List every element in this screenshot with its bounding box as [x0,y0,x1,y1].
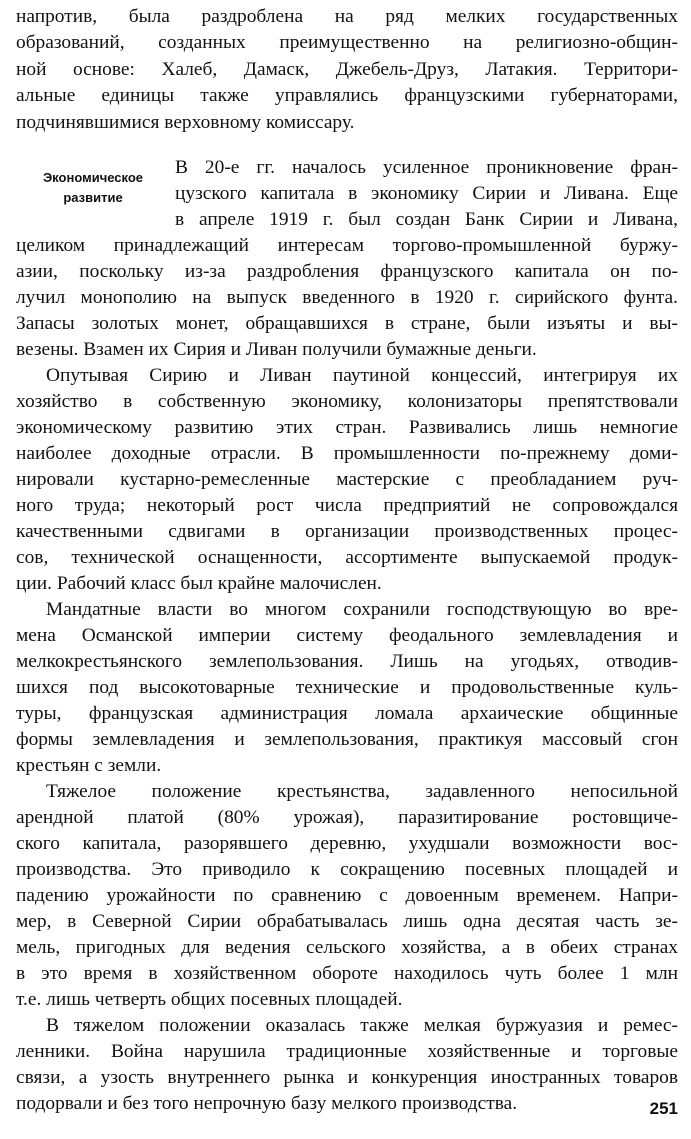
text-line: Тяжелое положение крестьянства, задавленного непосильной [46,781,678,802]
text-line: экономическому развитию этих стран. Развивались лишь немногие [16,417,678,438]
text-line: связи, а узость внутреннего рынка и конкуренция иностранных товаров [16,1067,678,1088]
text-line: нировали кустарно-ремесленные мастерские с преобладанием руч- [16,469,678,490]
text-line: ной основе: Халеб, Дамаск, Джебель-Друз, Латакия. Территори- [16,59,678,80]
text-line: формы землевладения и землепользования, практикуя массовый сгон [16,729,678,750]
text-line: качественными сдвигами в организации производственных процес- [16,521,678,542]
text-line: ции. Рабочий класс был крайне малочислен. [16,573,382,594]
text-line: мелкокрестьянского землепользования. Лишь на угодьях, отводив- [16,651,678,672]
text-line: Запасы золотых монет, обращавшихся в стране, были изъяты и вы- [16,313,678,334]
text-line: везены. Взамен их Сирия и Ливан получили бумажные деньги. [16,339,537,360]
text-line: производства. Это приводило к сокращению посевных площадей и [16,859,678,880]
text-line: образований, созданных преимущественно на религиозно-общин- [16,32,678,53]
text-line: шихся под высокотоварные технические и продовольственные куль- [16,677,678,698]
margin-heading [18,168,168,208]
text-line: подчинявшимися верховному комиссару. [16,112,355,133]
text-line: ленники. Война нарушила традиционные хозяйственные и торговые [16,1041,678,1062]
text-line: т.е. лишь четверть общих посевных площадей. [16,989,403,1010]
text-line: подорвали и без того непрочную базу мелкого производства. [16,1093,518,1114]
text-line: В тяжелом положении оказалась также мелкая буржуазия и ремес- [46,1015,678,1036]
text-line: ного труда; некоторый рост числа предприятий не сопровождался [16,495,678,516]
text-line: хозяйство в собственную экономику, колонизаторы препятствовали [16,391,678,412]
text-line: напротив, была раздроблена на ряд мелких государственных [16,6,678,27]
page-number: 251 [649,1099,678,1118]
text-line: альные единицы также управлялись французскими губернаторами, [16,85,678,106]
margin-heading-line-1: Экономическое [42,170,144,185]
text-line: азии, поскольку из-за раздробления французского капитала он по- [16,261,678,282]
text-line: мена Османской империи систему феодального землевладения и [16,625,678,646]
text-line: в это время в хозяйственном обороте находилось чуть более 1 млн [16,963,678,984]
text-line: мель, пригодных для ведения сельского хозяйства, а в обеих странах [16,937,678,958]
text-line: цузского капитала в экономику Сирии и Ливана. Еще [175,183,678,204]
text-line: в апреле 1919 г. был создан Банк Сирии и Ливана, [175,209,678,230]
text-line: лучил монополию на выпуск введенного в 1920 г. сирийского фунта. [16,287,678,308]
text-line: целиком принадлежащий интересам торгово-промышленной буржу- [16,235,678,256]
text-line: падению урожайности по сравнению с довоенным временем. Напри- [16,885,678,906]
text-line: В 20-е гг. началось усиленное проникновение фран- [175,157,678,178]
margin-heading-line-2: развитие [63,190,123,205]
text-line: Мандатные власти во многом сохранили господствующую во вре- [46,599,678,620]
text-line: Опутывая Сирию и Ливан паутиной концессий, интегрируя их [46,365,678,386]
text-line: мер, в Северной Сирии обрабатывалась лишь одна десятая часть зе- [16,911,678,932]
text-line: арендной платой (80% урожая), паразитирование ростовщиче- [16,807,678,828]
text-line: сов, технической оснащенности, ассортименте выпускаемой продук- [16,547,678,568]
text-line: ского капитала, разорявшего деревню, ухудшали возможности вос- [16,833,678,854]
text-line: крестьян с земли. [16,755,162,776]
text-line: туры, французская администрация ломала архаические общинные [16,703,678,724]
text-line: наиболее доходные отрасли. В промышленности по-прежнему доми- [16,443,678,464]
